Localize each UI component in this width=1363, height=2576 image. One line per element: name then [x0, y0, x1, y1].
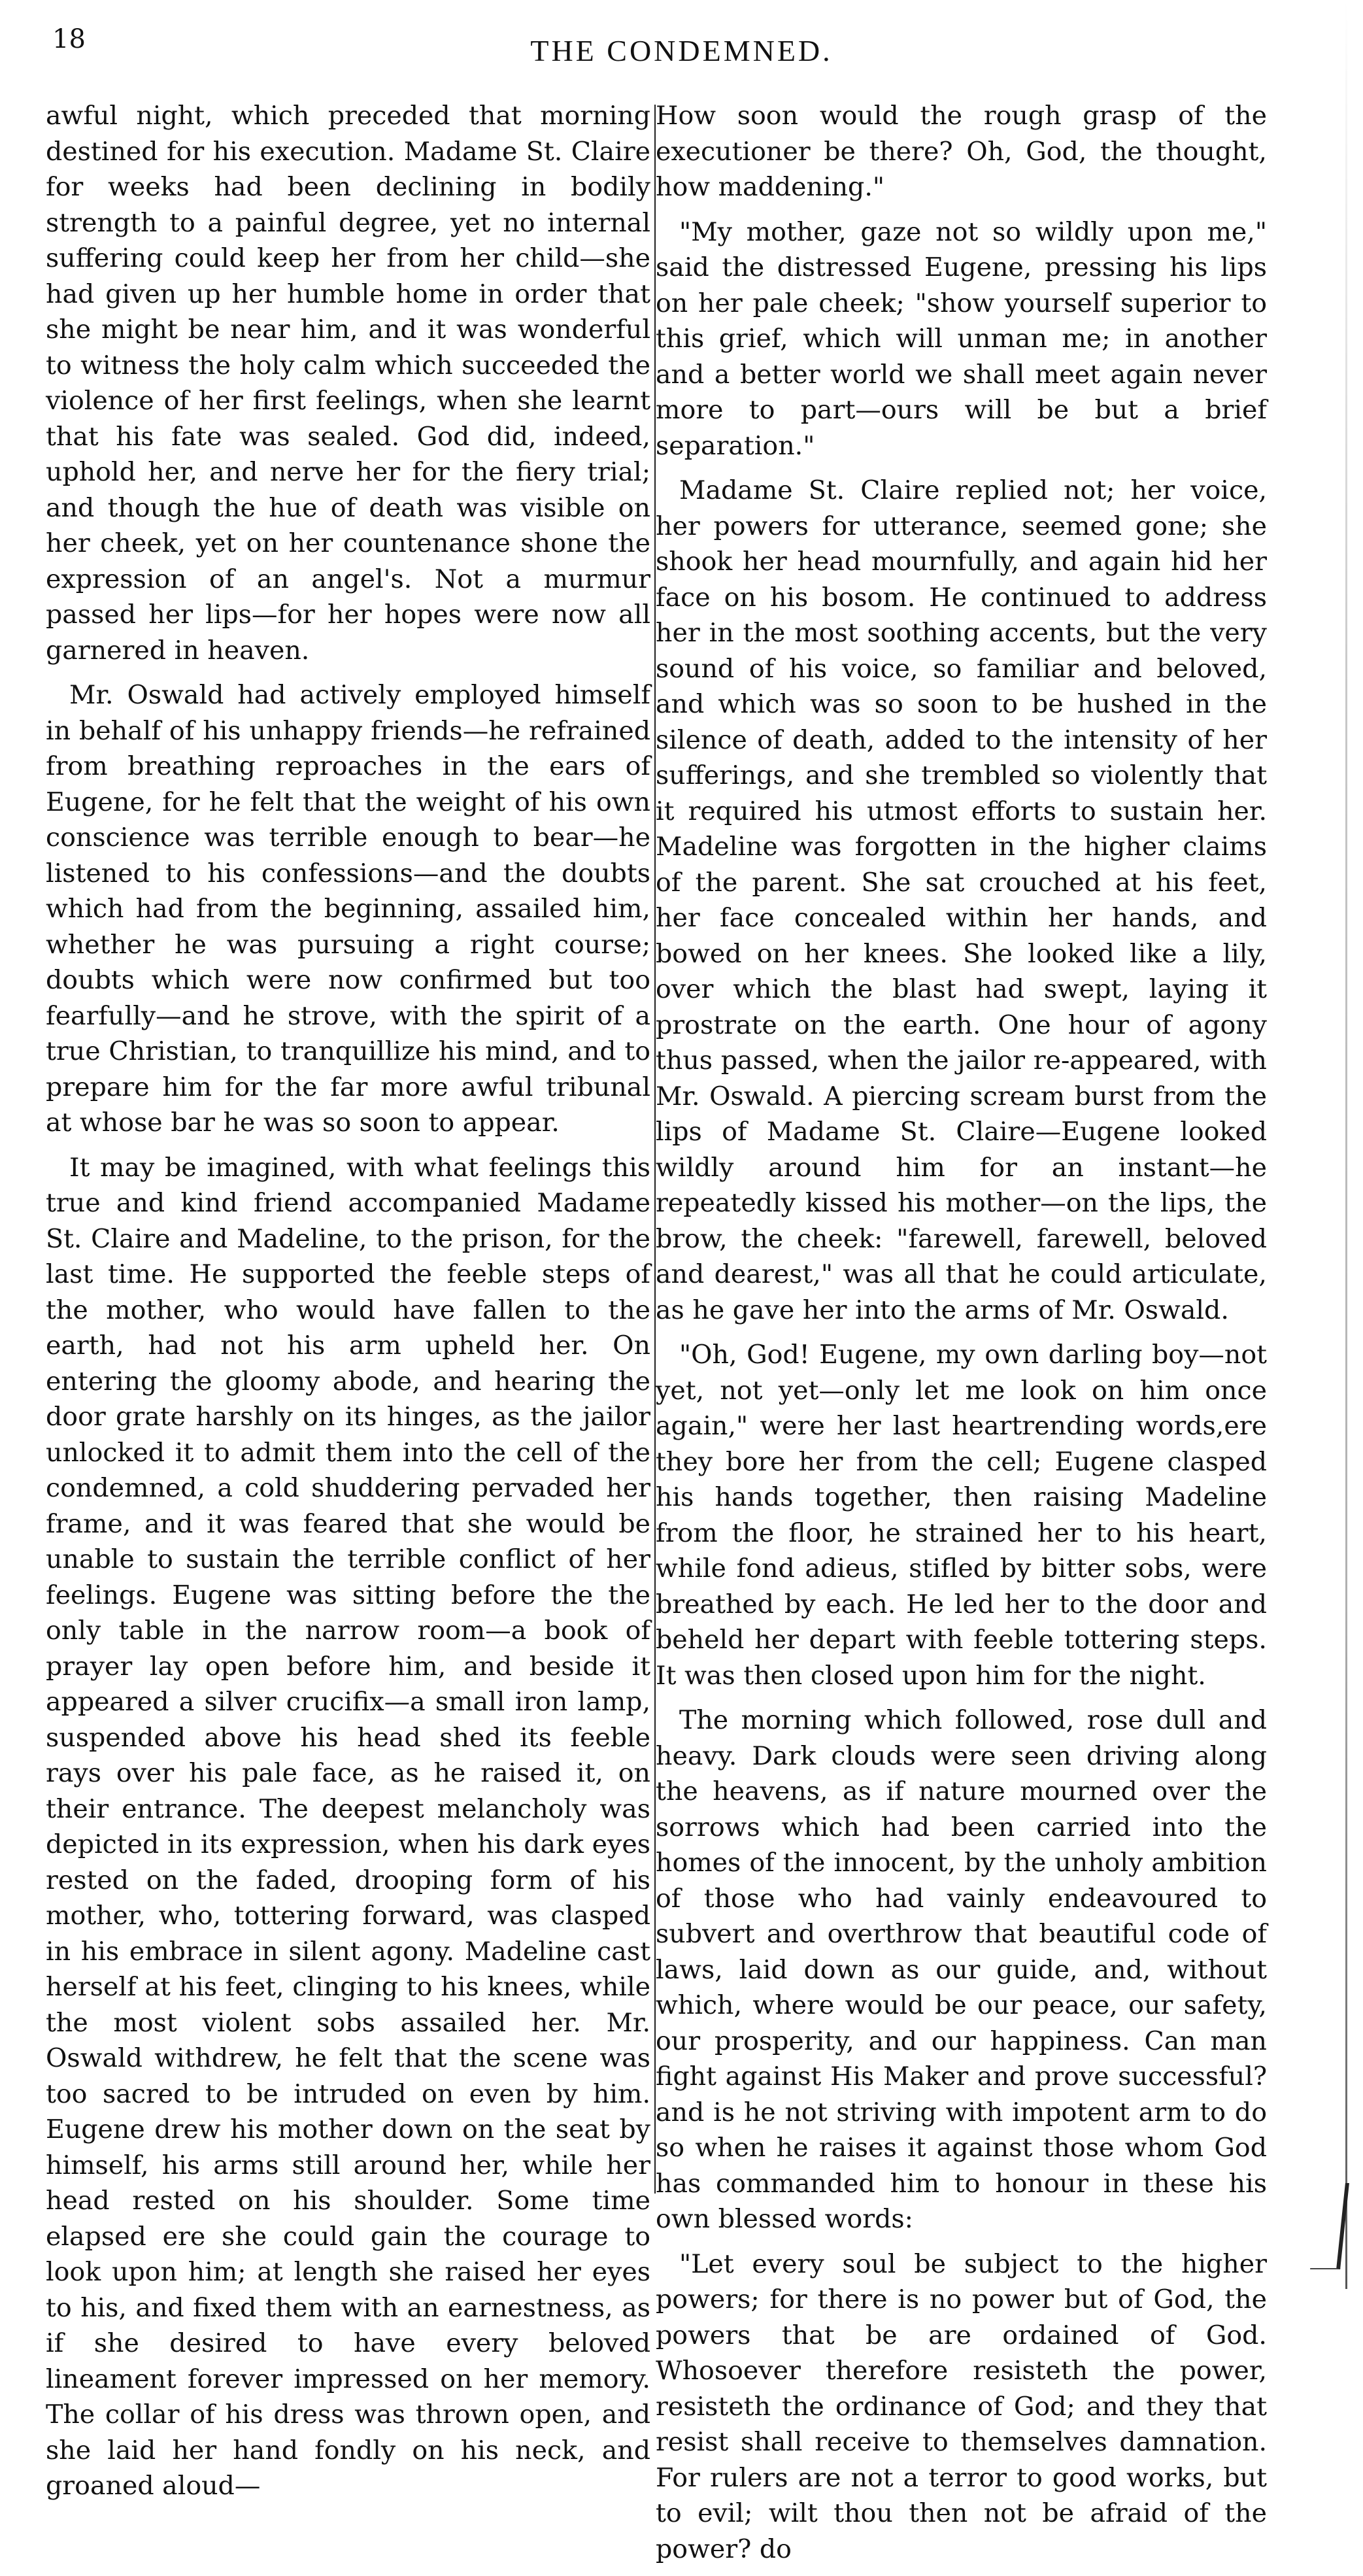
paragraph: "My mother, gaze not so wildly upon me," said the distressed Eugene, pressing his lips on her pale cheek; "show yourself superior to this grief, which will unman me; in another and a better world we shall meet again never more to part—ours will be but a brief separation." [656, 216, 1267, 461]
paragraph: Mr. Oswald had actively employed himself in behalf of his unhappy friends—he refrained from breathing reproaches in the ears of Eugene, for he felt that the weight of his own conscience was terrible enough to bear—he listened to his confessions—and the doubts which had from the beginning, assailed him, whether he was pursuing a right course; doubts which were now confirmed but too fearfully—and he strove, with the spirit of a true Christian, to tranquillize his mind, and to prepare him for the far more awful tribunal at whose bar he was so soon to appear. [46, 680, 650, 1138]
paragraph: The morning which followed, rose dull and heavy. Dark clouds were seen driving along the heavens, as if nature mourned over the sorrows which had been carried into the homes of the innocent, by the unholy ambition of those who had vainly endeavoured to subvert and overthrow that beautiful code of laws, laid down as our guide, and, without which, where would be our peace, our safety, our prosperity, and our happiness. Can man fight against His Maker and prove successful? and is he not striving with impotent arm to do so when he raises it against those whom God has commanded him to honour in these his own blessed words: [656, 1705, 1267, 2234]
paragraph: It may be imagined, with what feelings this true and kind friend accompanied Madame St. Claire and Madeline, to the prison, for the last time. He supported the feeble steps of the mother, who would have fallen to the earth, had not his arm upheld her. On entering the gloomy abode, and hearing the door grate harshly on its hinges, as the jailor unlocked it to admit them into the cell of the condemned, a cold shuddering pervaded her frame, and it was feared that she would be unable to sustain the terrible conflict of her feelings. Eugene was sitting before the the only table in the narrow room—a book of prayer lay open before him, and beside it appeared a silver crucifix—a small iron lamp, suspended above his head shed its feeble rays over his pale face, as he raised it, on their entrance. The deepest melancholy was depicted in its expression, when his dark eyes rested on the faded, drooping form of his mother, who, tottering forward, was clasped in his embrace in silent agony. Madeline cast herself at his feet, clinging to his knees, while the most violent sobs assailed her. Mr. Oswald withdrew, he felt that the scene was too sacred to be intruded on even by him. Eugene drew his mother down on the seat by himself, his arms still around her, while her head rested on his shoulder. Some time elapsed ere she could gain the courage to look upon him; at length she raised her eyes to his, and fixed them with an earnestness, as if she desired to have every beloved lineament forever impressed on her memory. The collar of his dress was thrown open, and she laid her hand fondly on his neck, and groaned aloud— [46, 1152, 650, 2501]
left-text-column [46, 98, 650, 2513]
right-text-column [656, 98, 1267, 2576]
paragraph: How soon would the rough grasp of the executioner be there? Oh, God, the thought, how maddening." [656, 101, 1267, 202]
page-corner-binding [1310, 2183, 1349, 2269]
page-edge-shadow [1345, 0, 1347, 2289]
paragraph: "Oh, God! Eugene, my own darling boy—not yet, not yet—only let me look on him once again," were her last heartrending words,ere they bore her from the cell; Eugene clasped his hands together, then raising Madeline from the floor, he strained her to his heart, while fond adieus, stifled by bitter sobs, were breathed by each. He led her to the door and beheld her depart with feeble tottering steps. It was then closed upon him for the night. [656, 1340, 1267, 1691]
paragraph: awful night, which preceded that morning destined for his execution. Madame St. Claire for weeks had been declining in bodily strength to a painful degree, yet no internal suffering could keep her from her child—she had given up her humble home in order that she might be near him, and it was wonderful to witness the holy calm which succeeded the violence of her first feelings, when she learnt that his fate was sealed. God did, indeed, uphold her, and nerve her for the fiery trial; and though the hue of death was visible on her cheek, yet on her countenance shone the expression of an angel's. Not a murmur passed her lips—for her hopes were now all garnered in heaven. [46, 101, 650, 666]
paragraph: Madame St. Claire replied not; her voice, her powers for utterance, seemed gone; she shook her head mournfully, and again hid her face on his bosom. He continued to address her in the most soothing accents, but the very sound of his voice, so familiar and beloved, and which was so soon to be hushed in the silence of death, added to the intensity of her sufferings, and she trembled so violently that it required his utmost efforts to sustain her. Madeline was forgotten in the higher claims of the parent. She sat crouched at his feet, her face concealed within her hands, and bowed on her knees. She looked like a lily, over which the blast had swept, laying it prostrate on the earth. One hour of agony thus passed, when the jailor re-appeared, with Mr. Oswald. A piercing scream burst from the lips of Madame St. Claire—Eugene looked wildly around him for an instant—he repeatedly kissed his mother—on the lips, the brow, the cheek: "farewell, farewell, beloved and dearest," was all that he could articulate, as he gave her into the arms of Mr. Oswald. [656, 475, 1267, 1325]
paragraph: "Let every soul be subject to the higher powers; for there is no power but of God, the powers that be are ordained of God. Whosoever therefore resisteth the power, resisteth the ordinance of God; and they that resist shall receive to themselves damnation. For rulers are not a terror to good works, but to evil; wilt thou then not be afraid of the power? do [656, 2248, 1267, 2564]
page-number: 18 [52, 24, 86, 54]
running-title: THE CONDEMNED. [530, 34, 833, 67]
